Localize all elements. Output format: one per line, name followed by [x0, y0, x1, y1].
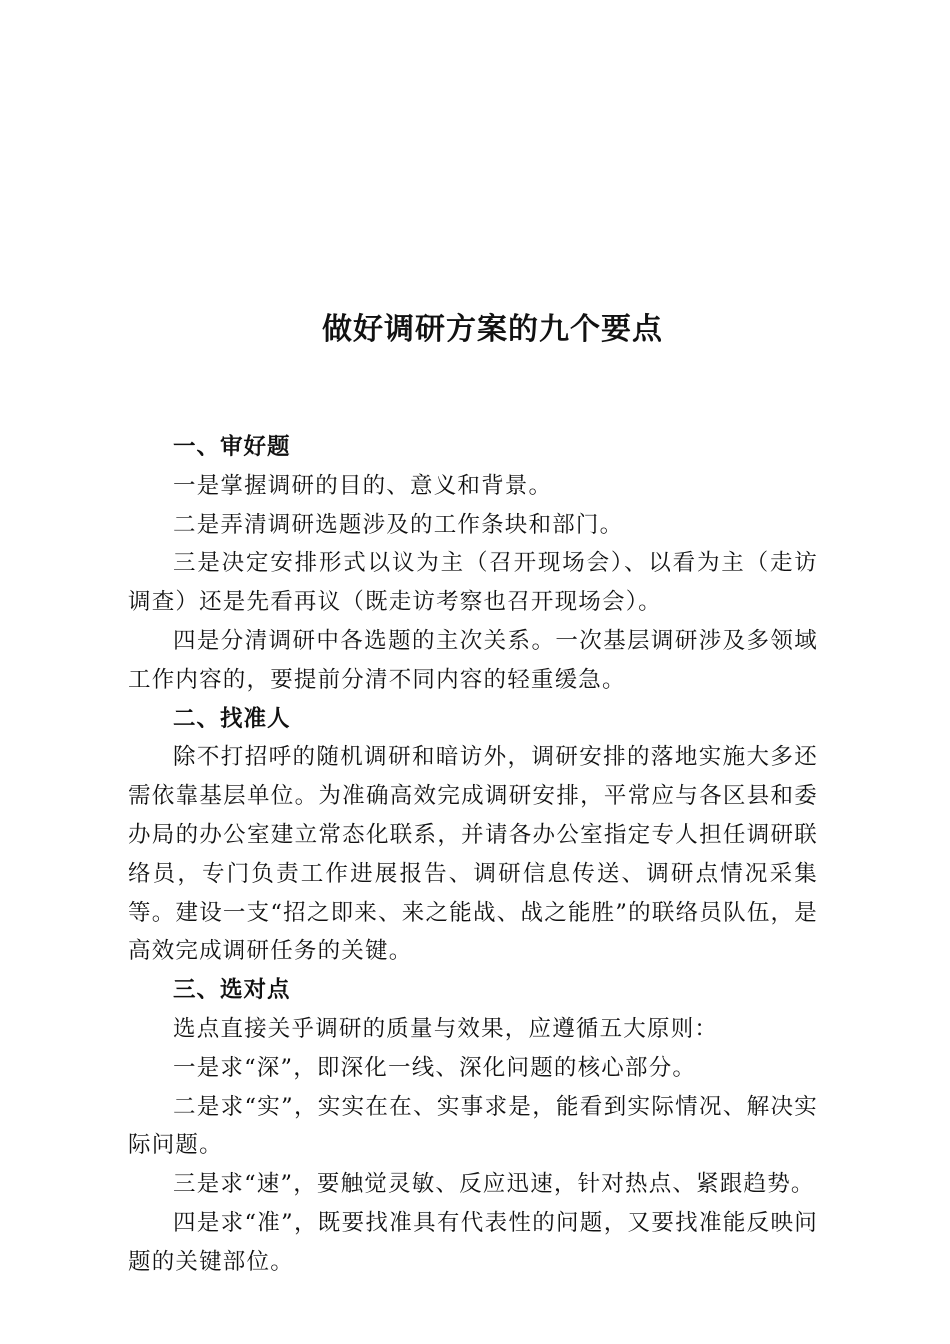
section-heading-3: 三、选对点: [173, 977, 291, 1004]
paragraph: 一是掌握调研的目的、意义和背景。: [173, 472, 553, 499]
paragraph: 四是分清调研中各选题的主次关系。一次基层调研涉及多领域工作内容的，要提前分清不同内容的轻重缓急。: [128, 627, 818, 693]
section-heading-2: 二、找准人: [173, 705, 291, 732]
paragraph: 二是弄清调研选题涉及的工作条块和部门。: [173, 511, 624, 538]
paragraph: 二是求“实”，实实在在、实事求是，能看到实际情况、解决实际问题。: [128, 1093, 818, 1159]
section-heading-1: 一、审好题: [173, 434, 291, 460]
paragraph: 选点直接关乎调研的质量与效果，应遵循五大原则：: [173, 1015, 719, 1042]
document-body: [128, 428, 818, 1282]
paragraph: 除不打招呼的随机调研和暗访外，调研安排的落地实施大多还需依靠基层单位。为准确高效完成调研安排，平常应与各区县和委办局的办公室建立常态化联系，并请各办公室指定专人担任调研联络员，专门负责工作进展报告、调研信息传送、调研点情况采集等。建设一支“招之即来、来之能战、战之能胜”的联络员队伍，是高效完成调研任务的关键。: [128, 744, 818, 965]
paragraph: 三是决定安排形式以议为主（召开现场会）、以看为主（走访调查）还是先看再议（既走访考察也召开现场会）。: [128, 550, 818, 616]
paragraph: 一是求“深”，即深化一线、深化问题的核心部分。: [173, 1054, 697, 1081]
document-title: 做好调研方案的九个要点: [322, 312, 663, 347]
paragraph: 三是求“速”，要触觉灵敏、反应迅速，针对热点、紧跟趋势。: [173, 1171, 815, 1198]
paragraph: 四是求“准”，既要找准具有代表性的问题，又要找准能反映问题的关键部位。: [128, 1209, 818, 1275]
